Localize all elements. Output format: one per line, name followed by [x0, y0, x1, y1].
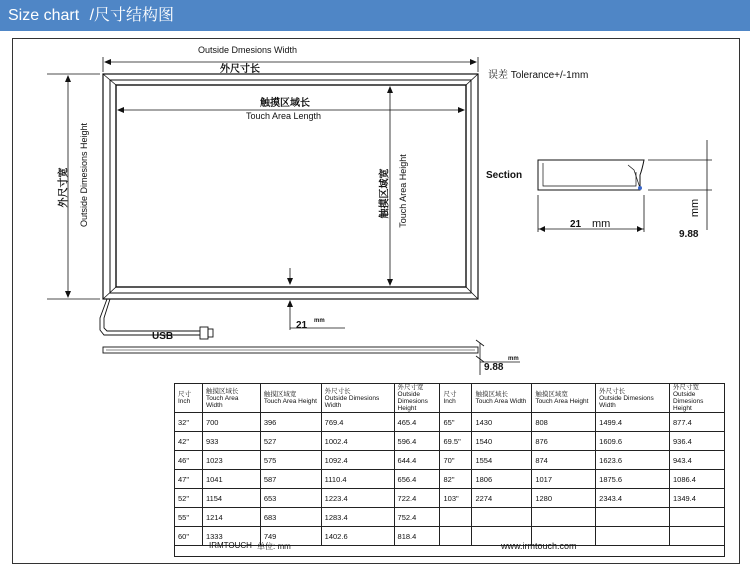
table-cell: 60" — [175, 527, 203, 546]
thickness-unit: mm — [508, 356, 519, 362]
table-cell: 722.4 — [394, 489, 440, 508]
table-cell: 47" — [175, 470, 203, 489]
touch-length-label-en: Touch Area Length — [246, 111, 322, 121]
bezel-width-unit: mm — [314, 318, 325, 324]
outside-width-label-cn: 外尺寸长 — [220, 64, 260, 75]
table-cell: 874 — [532, 451, 596, 470]
header-cell: 触摸区域长 Touch Area Width — [472, 384, 532, 413]
table-cell: 818.4 — [394, 527, 440, 546]
footer-brand: IRMTOUCH — [209, 541, 252, 550]
section-width-value: 21 — [570, 219, 582, 230]
table-cell: 749 — [260, 527, 321, 546]
table-cell: 1223.4 — [321, 489, 394, 508]
table-cell: 587 — [260, 470, 321, 489]
table-cell: 1086.4 — [670, 470, 725, 489]
spec-table — [174, 383, 725, 546]
spec-table-header — [175, 384, 725, 413]
footer-url: www.irmtouch.com — [501, 541, 577, 551]
section-label: Section — [486, 170, 523, 181]
table-cell: 1349.4 — [670, 489, 725, 508]
header-cell: 触摸区域宽 Touch Area Height — [260, 384, 321, 413]
table-cell: 752.4 — [394, 508, 440, 527]
table-row — [175, 508, 725, 527]
table-row — [175, 451, 725, 470]
table-cell: 52" — [175, 489, 203, 508]
table-cell: 396 — [260, 413, 321, 432]
table-row — [175, 489, 725, 508]
header-cell: 外尺寸长 Outside Dimesions Width — [321, 384, 394, 413]
table-cell: 876 — [532, 432, 596, 451]
table-cell: 32" — [175, 413, 203, 432]
table-cell: 1499.4 — [596, 413, 670, 432]
outside-height-label-en: Outside Dimesions Height — [79, 122, 89, 228]
table-cell: 700 — [202, 413, 260, 432]
header-cell: 外尺寸长 Outside Dimesions Width — [596, 384, 670, 413]
table-cell: 1092.4 — [321, 451, 394, 470]
table-cell: 596.4 — [394, 432, 440, 451]
table-cell: 1002.4 — [321, 432, 394, 451]
table-cell: 653 — [260, 489, 321, 508]
table-cell: 65" — [440, 413, 472, 432]
header-cell: 触摸区域长 Touch Area Width — [202, 384, 260, 413]
table-cell — [472, 508, 532, 527]
header-cell: 尺寸 Inch — [440, 384, 472, 413]
table-cell: 933 — [202, 432, 260, 451]
table-cell: 42" — [175, 432, 203, 451]
table-cell: 527 — [260, 432, 321, 451]
section-height-value: 9.88 — [679, 229, 699, 240]
outside-height-label-cn: 外尺寸宽 — [58, 167, 70, 208]
table-cell: 1875.6 — [596, 470, 670, 489]
table-cell: 936.4 — [670, 432, 725, 451]
table-cell: 1154 — [202, 489, 260, 508]
table-cell: 46" — [175, 451, 203, 470]
section-width-unit: mm — [592, 218, 611, 230]
table-cell: 55" — [175, 508, 203, 527]
table-cell: 1023 — [202, 451, 260, 470]
header-cell: 触摸区域宽 Touch Area Height — [532, 384, 596, 413]
table-cell: 877.4 — [670, 413, 725, 432]
table-cell: 1540 — [472, 432, 532, 451]
table-cell: 1110.4 — [321, 470, 394, 489]
table-cell: 1017 — [532, 470, 596, 489]
thickness-value: 9.88 — [484, 362, 504, 373]
section-profile — [538, 160, 644, 190]
header-title-cn: /尺寸结构图 — [89, 7, 175, 24]
bezel-width-value: 21 — [296, 320, 308, 331]
table-cell: 1280 — [532, 489, 596, 508]
table-cell: 2343.4 — [596, 489, 670, 508]
touch-height-label-en: Touch Area Height — [398, 154, 408, 228]
table-cell: 656.4 — [394, 470, 440, 489]
table-row — [175, 432, 725, 451]
table-cell: 943.4 — [670, 451, 725, 470]
table-cell: 1806 — [472, 470, 532, 489]
header-cell: 外尺寸宽 Outside Dimesions Height — [670, 384, 725, 413]
table-cell: 769.4 — [321, 413, 394, 432]
touch-length-label-cn: 触摸区域长 — [260, 98, 310, 109]
table-cell: 1623.6 — [596, 451, 670, 470]
table-cell: 1283.4 — [321, 508, 394, 527]
table-cell — [440, 508, 472, 527]
table-cell: 2274 — [472, 489, 532, 508]
table-cell: 683 — [260, 508, 321, 527]
table-cell: 465.4 — [394, 413, 440, 432]
table-footer — [174, 537, 725, 557]
footer-unit: 单位: mm — [257, 542, 291, 551]
header-title-en: Size chart — [8, 7, 80, 24]
table-row — [175, 470, 725, 489]
tolerance-label: 误差 Tolerance+/-1mm — [488, 70, 589, 81]
table-cell — [596, 508, 670, 527]
table-cell: 1402.6 — [321, 527, 394, 546]
table-row — [175, 413, 725, 432]
table-cell: 1554 — [472, 451, 532, 470]
table-cell: 1609.6 — [596, 432, 670, 451]
table-cell: 1333 — [202, 527, 260, 546]
table-cell: 808 — [532, 413, 596, 432]
table-cell: 69.5" — [440, 432, 472, 451]
usb-label: USB — [152, 331, 174, 342]
table-cell: 644.4 — [394, 451, 440, 470]
table-cell: 1430 — [472, 413, 532, 432]
header-cell: 尺寸 Inch — [175, 384, 203, 413]
header-cell: 外尺寸宽 Outside Dimesions Height — [394, 384, 440, 413]
table-cell: 82" — [440, 470, 472, 489]
touch-height-label-cn: 触摸区域宽 — [379, 168, 391, 219]
table-cell — [670, 508, 725, 527]
table-cell — [532, 508, 596, 527]
table-cell: 1214 — [202, 508, 260, 527]
table-cell: 575 — [260, 451, 321, 470]
section-height-unit: mm — [689, 198, 702, 218]
outside-width-label-en: Outside Dmesions Width — [198, 45, 298, 55]
table-cell: 70" — [440, 451, 472, 470]
table-cell: 103" — [440, 489, 472, 508]
table-cell: 1041 — [202, 470, 260, 489]
